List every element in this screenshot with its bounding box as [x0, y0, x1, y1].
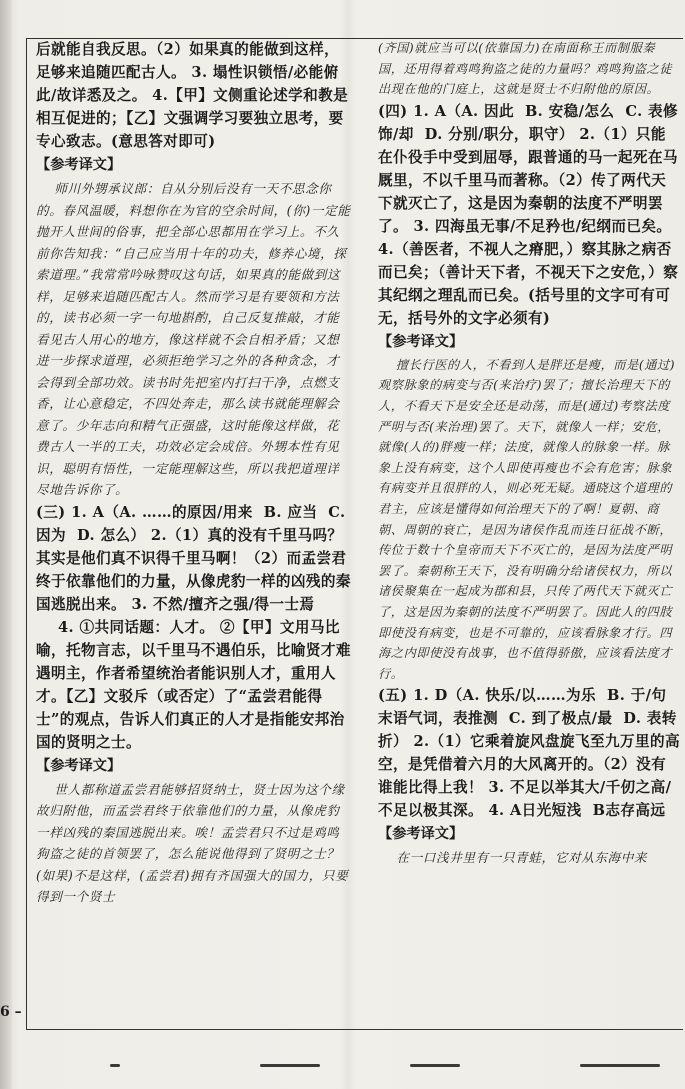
answer-continuation: 后就能自我反思。（2）如果真的能做到这样，足够来追随匹配古人。 3. 塌性识锁悟/必能俯此/故详悉及之。 4.【甲】文侧重论述学和教是相互促进的；【乙】文强调学习要独立思考，要专心致志。(意思答对即可) — [36, 41, 349, 150]
translation-heading: 【参考译文】 — [378, 333, 464, 350]
translation-continuation: (齐国)就应当可以(依靠国力)在南面称王而制服秦国，还用得着鸡鸣狗盗之徒的力量吗？鸡鸣狗盗之徒出现在他的门庭上，这就是贤士不归附他的原因。 — [378, 41, 673, 97]
section-3-answers: (三) 1. A（A. ……的原因/用来 B. 应当 C. 因为 D. 怎么） 2.（1）真的没有千里马吗？其实是他们真不识得千里马啊！（2）而孟尝君终于依靠他们的力量，从像虎豹一样的凶残的秦国逃脱出来。 3. 不然/擅齐之强/得一士焉 — [36, 503, 352, 613]
translation-heading: 【参考译文】 — [36, 157, 122, 173]
bottom-bleed-marks — [110, 1060, 670, 1074]
translation-text: 师川外甥承议郎：自从分别后没有一天不思念你的。春风温暖，料想你在为官的空余时间，(你)一定能抛开人世间的俗事，把全部心思都用在学习上。不久前你告知我：“自己应当用十年的功夫，修养心境，探索道理。”我常常吟咏赞叹这句话，如果真的能做到这样，足够来追随匹配古人。然而学习是有要领和方法的，读书必须一字一句地斟酌，自己反复推敲，才能看见古人用心的地方，像这样就不会自相矛盾；又想进一步探求道理，必须拒绝学习之外的各种贪念，才会得到全部功效。读书时先把室内打扫干净，点燃支香，让心意稳定，不四处奔走，那么读书就能理解会意了。少年志向和精气正强盛，这时能像这样做，花费古人一半的工夫，功效必定会成倍。外甥本性有见识，聪明有悟性，一定能理解这些，所以我把道理详尽地告诉你了。 — [36, 181, 351, 497]
section-4-answers: (四) 1. A（A. 因此 B. 安稳/怎么 C. 表修饰/却 D. 分别/职分，职守） 2.（1）只能在仆役手中受到屈辱，跟普通的马一起死在马厩里，不以千里马而著称。（2）传了两代天下就灭亡了，这是因为秦朝的法度不严明罢了。 3. 四海虽无事/不足矜也/纪纲而已矣。 4.（善医者，不视人之瘠肥，）察其脉之病否而已矣；（善计天下者，不视天下之安危，）察其纪纲之理乱而已矣。(括号里的文字可有可无，括号外的文字必须有) — [378, 102, 679, 327]
translation-text: 擅长行医的人，不看到人是胖还是瘦，而是(通过)观察脉象的病变与否(来治疗)罢了；擅长治理天下的人，不看天下是安全还是动荡，而是(通过)考察法度严明与否(来治理)罢了。天下，就像人一样；安危，就像(人的)胖瘦一样；法度，就像人的脉象一样。脉象上没有病变，这个人即使再瘦也不会有危害；脉象有病变并且很胖的人，则必死无疑。通晓这个道理的君主，应该是懂得如何治理天下的了啊！夏朝、商朝、周朝的衰亡，是因为诸侯作乱而连日征战不断，传位于数十个皇帝而天下不灭亡的，是因为法度严明罢了。秦朝称王天下，没有明确分给诸侯权力，所以诸侯聚集在一起成为郡和县，只传了两代天下就灭亡了，这是因为秦朝的法度不严明罢了。因此人的四肢即使没有病变，也是不可靠的，应该看脉象才行。四海之内即使没有战事，也不值得骄傲，应该看法度才行。 — [378, 357, 676, 681]
page-binding-shadow — [0, 0, 12, 1089]
translation-text: 世人都称道孟尝君能够招贤纳士，贤士因为这个缘故归附他，而孟尝君终于依靠他们的力量，从像虎豹一样凶残的秦国逃脱出来。唉！孟尝君只不过是鸡鸣狗盗之徒的首领罢了，怎么能说他得到了贤明之士？(如果)不是这样，(孟尝君)拥有齐国强大的国力，只要得到一个贤士 — [36, 781, 349, 904]
translation-heading: 【参考译文】 — [36, 757, 122, 774]
left-column — [36, 38, 352, 908]
page-number: 6 – — [0, 1004, 22, 1020]
translation-text: 在一口浅井里有一只青蛙，它对从东海中来 — [378, 850, 648, 866]
translation-heading: 【参考译文】 — [378, 826, 464, 843]
section-3-question-4: 4. ①共同话题：人才。 ②【甲】文用马比喻，托物言志，以千里马不遇伯乐，比喻贤才难遇明主，作者希望统治者能识别人才，重用人才。【乙】文驳斥（或否定）了“孟尝君能得士”的观点，告诉人们真正的人才是指能安邦治国的贤明之士。 — [36, 618, 351, 751]
section-5-answers: (五) 1. D（A. 快乐/以……为乐 B. 于/句末语气词，表推测 C. 到了极点/最 D. 表转折） 2.（1）它乘着旋风盘旋飞至九万里的高空，是凭借着六月的大风离开的。（2）没有谁能比得上我！ 3. 不足以举其大/千仞之高/不足以极其深。 4. A日光短浅 B志存高远 — [378, 687, 680, 820]
right-column — [378, 38, 680, 869]
